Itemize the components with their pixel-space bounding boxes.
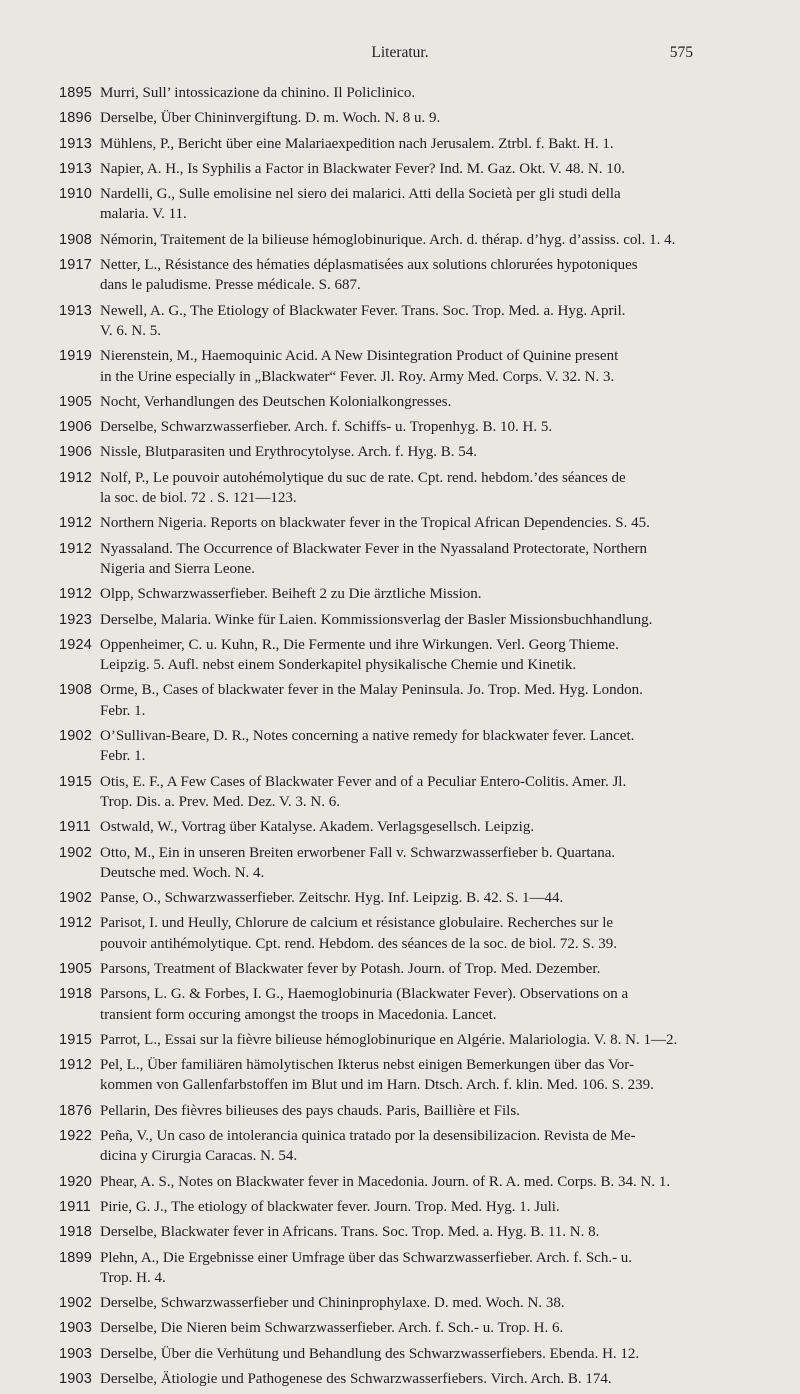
entry-line: Nissle, Blutparasiten und Erythrocytolyse. Arch. f. Hyg. B. 54. xyxy=(100,444,478,461)
entry-year: 1922 xyxy=(59,1128,93,1145)
entry-text xyxy=(100,392,696,412)
entry-text xyxy=(100,417,696,437)
entry-year: 1905 xyxy=(59,960,93,977)
entry-year: 1918 xyxy=(59,1224,93,1241)
bibliography-entry xyxy=(0,513,800,533)
entry-text xyxy=(100,1030,696,1050)
bibliography-entry xyxy=(0,913,800,954)
entry-line: Derselbe, Über die Verhütung und Behandlung des Schwarzwasserfiebers. Ebenda. H. 12. xyxy=(100,1345,640,1362)
entry-line: Derselbe, Malaria. Winke für Laien. Kommissionsverlag der Basler Missionsbuchhandlung. xyxy=(100,611,653,628)
entry-line: Peña, V., Un caso de intolerancia quinica tratado por la desensibilizacion. Revista de Me- xyxy=(100,1128,636,1145)
entry-line: Napier, A. H., Is Syphilis a Factor in Blackwater Fever? Ind. M. Gaz. Okt. V. 48. N. 10. xyxy=(100,160,626,177)
entry-year: 1912 xyxy=(59,540,93,557)
bibliography-entry xyxy=(0,346,800,387)
entry-line: la soc. de biol. 72 . S. 121—123. xyxy=(100,490,297,507)
bibliography-list xyxy=(0,83,800,1394)
entry-year: 1902 xyxy=(59,1295,93,1312)
entry-year: 1912 xyxy=(59,586,93,603)
bibliography-entry xyxy=(0,888,800,908)
entry-text xyxy=(100,159,696,179)
entry-text xyxy=(100,959,696,979)
bibliography-entry xyxy=(0,442,800,462)
entry-line: Nocht, Verhandlungen des Deutschen Kolonialkongresses. xyxy=(100,393,452,410)
entry-line: Derselbe, Ätiologie und Pathogenese des Schwarzwasserfiebers. Virch. Arch. B. 174. xyxy=(100,1371,612,1388)
entry-year: 1908 xyxy=(59,682,93,699)
bibliography-entry xyxy=(0,1293,800,1313)
bibliography-entry xyxy=(0,959,800,979)
bibliography-entry xyxy=(0,1318,800,1338)
entry-text xyxy=(100,513,696,533)
entry-text xyxy=(100,539,696,580)
entry-text xyxy=(100,1055,696,1096)
entry-line: Febr. 1. xyxy=(100,702,146,719)
bibliography-entry xyxy=(0,726,800,767)
entry-year: 1903 xyxy=(59,1345,93,1362)
entry-text xyxy=(100,913,696,954)
entry-line: pouvoir antihémolytique. Cpt. rend. Hebdom. des séances de la soc. de biol. 72. S. 39. xyxy=(100,935,617,952)
entry-year: 1908 xyxy=(59,231,93,248)
bibliography-entry xyxy=(0,1197,800,1217)
bibliography-entry xyxy=(0,184,800,225)
entry-line: Plehn, A., Die Ergebnisse einer Umfrage über das Schwarzwasserfieber. Arch. f. Sch.- u. xyxy=(100,1249,633,1266)
entry-year: 1906 xyxy=(59,444,93,461)
entry-year: 1913 xyxy=(59,160,93,177)
entry-line: Trop. H. 4. xyxy=(100,1269,166,1286)
header-title: Literatur. xyxy=(371,44,429,61)
entry-line: Nyassaland. The Occurrence of Blackwater Fever in the Nyassaland Protectorate, Northern xyxy=(100,540,648,557)
entry-gap xyxy=(0,1389,800,1394)
bibliography-entry xyxy=(0,1101,800,1121)
entry-year: 1912 xyxy=(59,515,93,532)
entry-year: 1905 xyxy=(59,393,93,410)
entry-year: 1913 xyxy=(59,135,93,152)
entry-text xyxy=(100,255,696,296)
bibliography-entry xyxy=(0,843,800,884)
entry-year: 1903 xyxy=(59,1371,93,1388)
bibliography-entry xyxy=(0,1222,800,1242)
bibliography-entry xyxy=(0,584,800,604)
entry-line: Newell, A. G., The Etiology of Blackwater Fever. Trans. Soc. Trop. Med. a. Hyg. April. xyxy=(100,302,626,319)
entry-line: Derselbe, Über Chininvergiftung. D. m. Woch. N. 8 u. 9. xyxy=(100,110,441,127)
entry-text xyxy=(100,184,696,225)
entry-line: Trop. Dis. a. Prev. Med. Dez. V. 3. N. 6. xyxy=(100,793,340,810)
bibliography-entry xyxy=(0,392,800,412)
bibliography-entry xyxy=(0,610,800,630)
entry-text xyxy=(100,1248,696,1289)
entry-line: Parrot, L., Essai sur la fièvre bilieuse hémoglobinurique en Algérie. Malariologia. V. 8. N. 1—2. xyxy=(100,1031,678,1048)
bibliography-entry xyxy=(0,1369,800,1389)
entry-line: Mühlens, P., Bericht über eine Malariaexpedition nach Jerusalem. Ztrbl. f. Bakt. H. 1. xyxy=(100,135,614,152)
entry-year: 1876 xyxy=(59,1102,93,1119)
entry-year: 1899 xyxy=(59,1249,93,1266)
entry-year: 1912 xyxy=(59,469,93,486)
entry-text xyxy=(100,772,696,813)
entry-year: 1923 xyxy=(59,611,93,628)
entry-line: Némorin, Traitement de la bilieuse hémoglobinurique. Arch. d. thérap. d’hyg. d’assiss. col. 1. 4. xyxy=(100,231,676,248)
entry-line: Murri, Sull’ intossicazione da chinino. Il Policlinico. xyxy=(100,85,416,101)
bibliography-entry xyxy=(0,417,800,437)
entry-text xyxy=(100,1101,696,1121)
entry-line: Leipzig. 5. Aufl. nebst einem Sonderkapitel physikalische Chemie und Kinetik. xyxy=(100,657,577,674)
entry-text xyxy=(100,1126,696,1167)
entry-line: Derselbe, Schwarzwasserfieber und Chininprophylaxe. D. med. Woch. N. 38. xyxy=(100,1295,565,1312)
bibliography-entry xyxy=(0,1055,800,1096)
entry-year: 1896 xyxy=(59,110,93,127)
bibliography-entry xyxy=(0,301,800,342)
bibliography-entry xyxy=(0,230,800,250)
entry-line: transient form occuring amongst the troops in Macedonia. Lancet. xyxy=(100,1006,497,1023)
entry-line: kommen von Gallenfarbstoffen im Blut und im Harn. Dtsch. Arch. f. klin. Med. 106. S. 239. xyxy=(100,1077,654,1094)
bibliography-entry xyxy=(0,984,800,1025)
entry-text xyxy=(100,108,696,128)
bibliography-entry xyxy=(0,772,800,813)
entry-text xyxy=(100,301,696,342)
entry-line: Panse, O., Schwarzwasserfieber. Zeitschr. Hyg. Inf. Leipzig. B. 42. S. 1—44. xyxy=(100,890,564,907)
entry-year: 1920 xyxy=(59,1173,93,1190)
entry-line: Otis, E. F., A Few Cases of Blackwater Fever and of a Peculiar Entero-Colitis. Amer. Jl. xyxy=(100,773,627,790)
entry-year: 1918 xyxy=(59,986,93,1003)
entry-text xyxy=(100,610,696,630)
entry-year: 1902 xyxy=(59,890,93,907)
bibliography-entry xyxy=(0,539,800,580)
entry-line: Oppenheimer, C. u. Kuhn, R., Die Fermente und ihre Wirkungen. Verl. Georg Thieme. xyxy=(100,636,619,653)
bibliography-entry xyxy=(0,134,800,154)
bibliography-entry xyxy=(0,468,800,509)
entry-year: 1911 xyxy=(59,1198,91,1215)
bibliography-entry xyxy=(0,108,800,128)
entry-text xyxy=(100,584,696,604)
entry-year: 1919 xyxy=(59,348,93,365)
entry-line: Nigeria and Sierra Leone. xyxy=(100,560,255,577)
entry-year: 1911 xyxy=(59,819,91,836)
entry-line: Parisot, I. und Heully, Chlorure de calcium et résistance globulaire. Recherches sur le xyxy=(100,915,614,932)
bibliography-entry xyxy=(0,1248,800,1289)
bibliography-entry xyxy=(0,159,800,179)
bibliography-entry xyxy=(0,1344,800,1364)
entry-year: 1912 xyxy=(59,915,93,932)
entry-year: 1902 xyxy=(59,844,93,861)
entry-line: Ostwald, W., Vortrag über Katalyse. Akadem. Verlagsgesellsch. Leipzig. xyxy=(100,819,535,836)
entry-text xyxy=(100,1222,696,1242)
entry-text xyxy=(100,230,696,250)
entry-year: 1912 xyxy=(59,1057,93,1074)
entry-line: Phear, A. S., Notes on Blackwater fever in Macedonia. Journ. of R. A. med. Corps. B. 34. N. 1. xyxy=(100,1173,671,1190)
entry-text xyxy=(100,843,696,884)
entry-text xyxy=(100,726,696,767)
entry-line: malaria. V. 11. xyxy=(100,206,187,223)
entry-text xyxy=(100,1369,696,1389)
entry-text xyxy=(100,1318,696,1338)
entry-text xyxy=(100,83,696,103)
entry-text xyxy=(100,1344,696,1364)
entry-line: dicina y Cirurgia Caracas. N. 54. xyxy=(100,1148,298,1165)
entry-line: Olpp, Schwarzwasserfieber. Beiheft 2 zu Die ärztliche Mission. xyxy=(100,586,482,603)
bibliography-entry xyxy=(0,1172,800,1192)
entry-line: Orme, B., Cases of blackwater fever in the Malay Peninsula. Jo. Trop. Med. Hyg. London. xyxy=(100,682,643,699)
entry-text xyxy=(100,1197,696,1217)
entry-line: Pirie, G. J., The etiology of blackwater fever. Journ. Trop. Med. Hyg. 1. Juli. xyxy=(100,1198,560,1215)
entry-year: 1913 xyxy=(59,302,93,319)
entry-line: Nardelli, G., Sulle emolisine nel siero dei malarici. Atti della Società per gli studi della xyxy=(100,186,621,203)
bibliography-entry xyxy=(0,255,800,296)
entry-line: Pellarin, Des fièvres bilieuses des pays chauds. Paris, Baillière et Fils. xyxy=(100,1102,520,1119)
entry-text xyxy=(100,635,696,676)
entry-line: O’Sullivan-Beare, D. R., Notes concerning a native remedy for blackwater fever. Lancet. xyxy=(100,728,635,745)
bibliography-entry xyxy=(0,635,800,676)
bibliography-entry xyxy=(0,680,800,721)
entry-year: 1902 xyxy=(59,728,93,745)
entry-year: 1895 xyxy=(59,85,93,101)
entry-year: 1906 xyxy=(59,419,93,436)
entry-line: Nierenstein, M., Haemoquinic Acid. A New Disintegration Product of Quinine present xyxy=(100,348,619,365)
entry-year: 1915 xyxy=(59,773,93,790)
bibliography-entry xyxy=(0,1126,800,1167)
entry-text xyxy=(100,680,696,721)
entry-line: Nolf, P., Le pouvoir autohémolytique du suc de rate. Cpt. rend. hebdom.’des séances de xyxy=(100,469,626,486)
entry-text xyxy=(100,442,696,462)
entry-line: in the Urine especially in „Blackwater“ Fever. Jl. Roy. Army Med. Corps. V. 32. N. 3. xyxy=(100,368,615,385)
entry-line: Pel, L., Über familiären hämolytischen Ikterus nebst einigen Bemerkungen über das Vor- xyxy=(100,1057,635,1074)
entry-text xyxy=(100,888,696,908)
entry-line: Netter, L., Résistance des hématies déplasmatisées aux solutions chlorurées hypotoniques xyxy=(100,257,638,274)
entry-text xyxy=(100,468,696,509)
entry-text xyxy=(100,134,696,154)
entry-year: 1924 xyxy=(59,636,93,653)
entry-line: dans le paludisme. Presse médicale. S. 687. xyxy=(100,277,361,294)
entry-year: 1910 xyxy=(59,186,93,203)
entry-year: 1915 xyxy=(59,1031,93,1048)
entry-text xyxy=(100,984,696,1025)
bibliography-entry xyxy=(0,1030,800,1050)
bibliography-entry xyxy=(0,83,800,103)
entry-text xyxy=(100,1172,696,1192)
entry-line: Deutsche med. Woch. N. 4. xyxy=(100,864,265,881)
entry-line: Derselbe, Schwarzwasserfieber. Arch. f. Schiffs- u. Tropenhyg. B. 10. H. 5. xyxy=(100,419,553,436)
running-header xyxy=(0,44,800,68)
entry-line: Parsons, Treatment of Blackwater fever by Potash. Journ. of Trop. Med. Dezember. xyxy=(100,960,601,977)
entry-line: Derselbe, Blackwater fever in Africans. Trans. Soc. Trop. Med. a. Hyg. B. 11. N. 8. xyxy=(100,1224,600,1241)
entry-line: Northern Nigeria. Reports on blackwater fever in the Tropical African Dependencies. S. 45. xyxy=(100,515,650,532)
entry-line: V. 6. N. 5. xyxy=(100,322,161,339)
entry-line: Otto, M., Ein in unseren Breiten erworbener Fall v. Schwarzwasserfieber b. Quartana. xyxy=(100,844,616,861)
page-number: 575 xyxy=(669,44,693,61)
bibliography-entry xyxy=(0,817,800,837)
entry-text xyxy=(100,346,696,387)
entry-text xyxy=(100,1293,696,1313)
entry-text xyxy=(100,817,696,837)
entry-line: Febr. 1. xyxy=(100,748,146,765)
entry-line: Derselbe, Die Nieren beim Schwarzwasserfieber. Arch. f. Sch.- u. Trop. H. 6. xyxy=(100,1320,564,1337)
entry-year: 1903 xyxy=(59,1320,93,1337)
entry-year: 1917 xyxy=(59,257,93,274)
entry-line: Parsons, L. G. & Forbes, I. G., Haemoglobinuria (Blackwater Fever). Observations on a xyxy=(100,986,629,1003)
